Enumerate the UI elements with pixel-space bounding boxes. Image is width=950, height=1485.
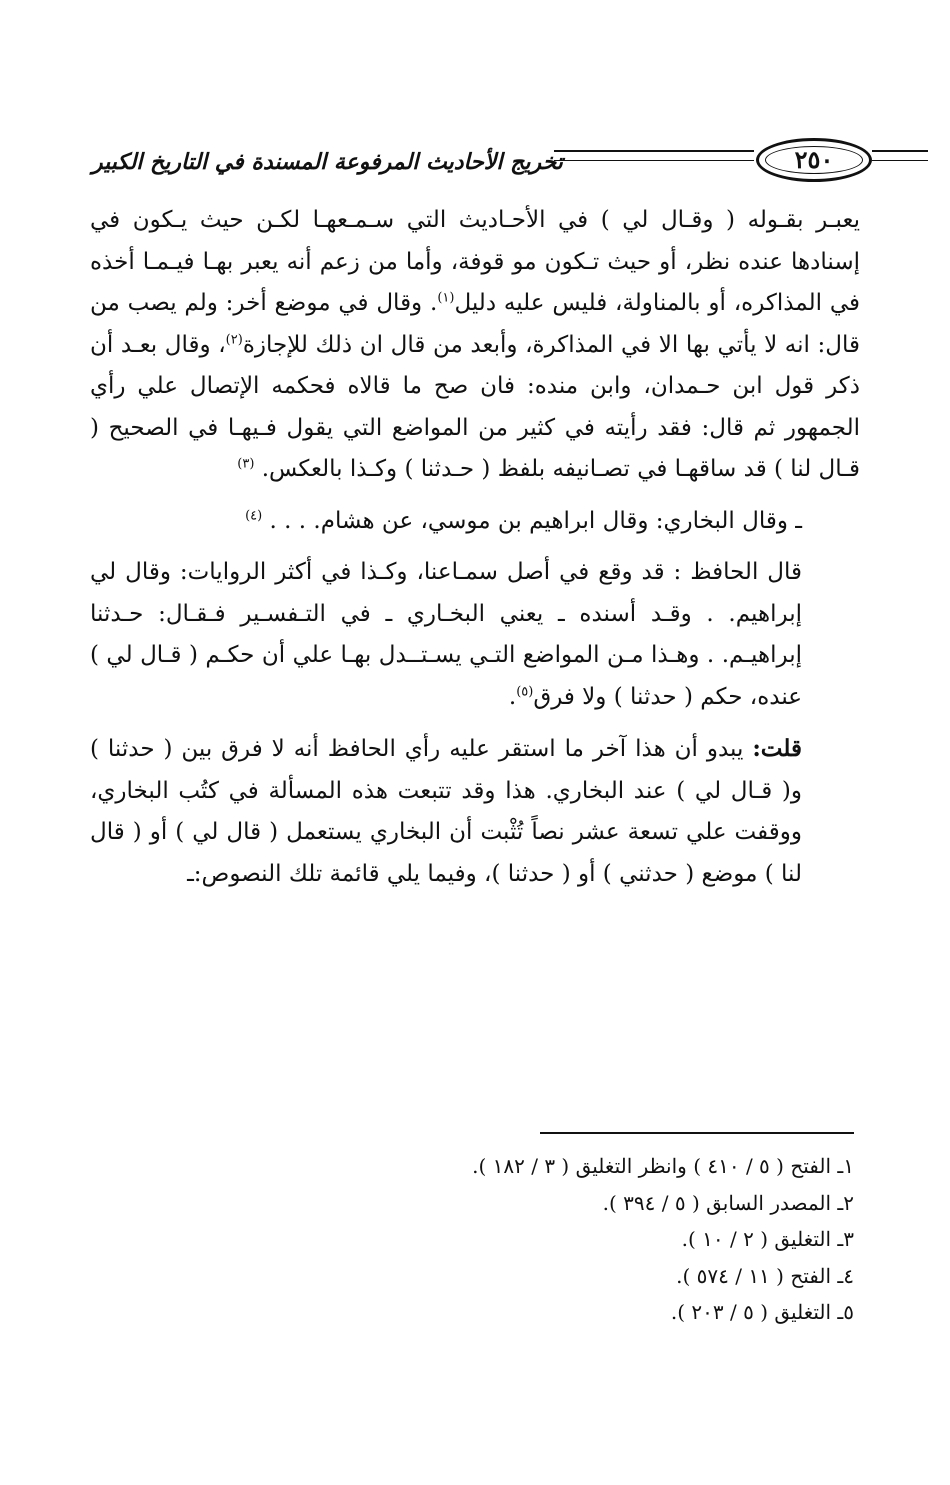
- page-number-oval: [756, 138, 872, 182]
- page-number: ٢٥٠: [794, 145, 834, 174]
- paragraph-4-lead: قلت:: [752, 735, 802, 762]
- footnote-3: ٣ـ التغليق ( ٢ / ١٠ ).: [681, 1227, 854, 1251]
- paragraph-1-part-a: يعبـر بقـوله ( وقـال لي ) في الأحـاديث التي سـمـعهـا لكـن حيث يـكون في إسنادها عنده نظر، أو حيث تـكون مو قوفة، وأما من زعم أنه يعبر بهـا فيـمـا أخذه في المذاكره، أو بالمناولة، فليس عليه دليل: [90, 207, 860, 316]
- paragraph-4: [90, 728, 860, 895]
- header-rule-right: [872, 150, 928, 161]
- footnote-separator: [540, 1132, 854, 1134]
- paragraph-2: [90, 501, 860, 543]
- main-text: [90, 200, 860, 895]
- paragraph-4-text: يبدو أن هذا آخر ما استقر عليه رأي الحافظ أنه لا فرق بين ( حدثنا ) و( قـال لي ) عند البخاري. هذا وقد تتبعت هذه المسألة في كتُب البخاري، ووقفت علي تسعة عشر نصاً تُثْبت أن البخاري يستعمل ( قال لي ) أو ( قال لنا ) موضع ( حدثني ) أو ( حدثنا )، وفيما يلي قائمة تلك النصوص:ـ: [90, 736, 802, 887]
- footnotes: [254, 1148, 854, 1331]
- footnote-ref-1: (١): [437, 290, 455, 306]
- footnote-5: ٥ـ التغليق ( ٥ / ٢٠٣ ).: [670, 1300, 854, 1324]
- paragraph-1-part-b: . وقال في موضع أخر: ولم يصب من قال: انه لا يأتي بها الا في المذاكرة، وأبعد من قال ان ذلك للإجازة: [90, 290, 861, 358]
- footnote-ref-5: (٥): [516, 683, 534, 699]
- paragraph-3: [90, 552, 860, 718]
- footnote-1: ١ـ الفتح ( ٥ / ٤١٠ ) وانظر التغليق ( ٣ / ١٨٢ ).: [472, 1154, 854, 1178]
- footnote-2: ٢ـ المصدر السابق ( ٥ / ٣٩٤ ).: [602, 1190, 854, 1215]
- footnote-ref-3: (٣): [237, 456, 255, 472]
- running-title: تخريج الأحاديث المرفوعة المسندة في التاريخ الكبير: [92, 149, 563, 175]
- footnote-4: ٤ـ الفتح ( ١١ / ٥٧٤ ).: [676, 1263, 854, 1288]
- page-header: [92, 138, 862, 190]
- paragraph-1: [90, 200, 860, 491]
- footnote-ref-2: (٢): [225, 331, 243, 347]
- header-rule-left: [554, 150, 754, 161]
- footnote-ref-4: (٤): [245, 507, 263, 523]
- paragraph-3-end: .: [508, 683, 517, 710]
- paragraph-2-text: ـ وقال البخاري: وقال ابراهيم بن موسي، عن هشام. . . .: [269, 507, 802, 534]
- paragraph-1-part-c: ، وقال بعـد أن ذكر قول ابن حـمدان، وابن منده: فان صح ما قالاه فحكمه الإتصال علي رأي الجمهور ثم قال: فقد رأيته في كثير من المواضع التي يقول فـيهـا في الصحيح ( قـال لنا ) قد ساقهـا في تصـانيفه بلفظ ( حـدثنا ) وكـذا بالعكس.: [90, 331, 860, 482]
- paragraph-3-text: قال الحافظ : قد وقع في أصل سمـاعنا، وكـذا في أكثر الروايات: وقال لي إبراهيم. . وقـد أسنده ـ يعني البخـاري ـ في التـفسـير فـقـال: حـدثنا إبراهيـم. . وهـذا مـن المواضع التـي يسـتــدل بهـا علي أن حكـم ( قـال لي ) عنده، حكم ( حدثنا ) ولا فرق: [90, 559, 802, 710]
